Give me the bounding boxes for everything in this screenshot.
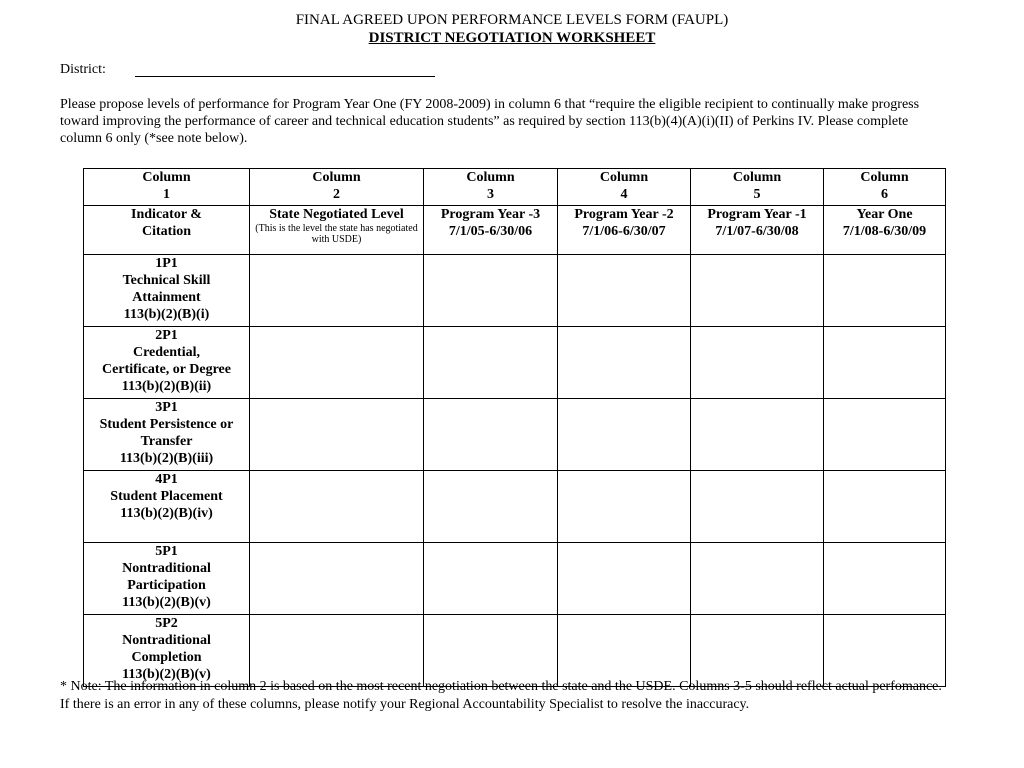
form-title: FINAL AGREED UPON PERFORMANCE LEVELS FORM (FAUPL) [295, 12, 729, 28]
value-cell-column-2 [250, 615, 424, 687]
value-cell-column-6[interactable] [824, 327, 946, 399]
indicator-cell [84, 327, 250, 399]
table-row [84, 471, 946, 543]
value-cell-column-2 [250, 255, 424, 327]
indicator-code: 5P1 [155, 544, 178, 559]
column-header-3: Column 3 [424, 169, 558, 206]
indicator-cell [84, 543, 250, 615]
value-cell-column-5 [691, 615, 824, 687]
value-cell-column-3 [424, 255, 558, 327]
value-cell-column-3 [424, 615, 558, 687]
footnote: * Note: The information in column 2 is based on the most recent negotiation between the state and the USDE. Columns 3-5 should reflect actual perfomance. If there is an error in any of these columns, please notify your Regional Accountability Specialist to resolve the inaccuracy. [60, 679, 942, 712]
indicator-name-line1: Credential, [132, 345, 200, 360]
value-cell-column-3 [424, 543, 558, 615]
indicator-code: 3P1 [155, 400, 178, 415]
column-number-row [84, 169, 946, 206]
indicator-citation: 113(b)(2)(B)(iii) [119, 451, 214, 466]
value-cell-column-6[interactable] [824, 399, 946, 471]
value-cell-column-2 [250, 471, 424, 543]
value-cell-column-2 [250, 327, 424, 399]
value-cell-column-4 [558, 399, 691, 471]
value-cell-column-5 [691, 543, 824, 615]
value-cell-column-4 [558, 615, 691, 687]
subheader-program-year-minus-2: Program Year -2 7/1/06-6/30/07 [558, 206, 691, 255]
indicator-cell [84, 615, 250, 687]
district-label: District: [60, 62, 106, 77]
indicator-code: 1P1 [155, 256, 178, 271]
indicator-citation: 113(b)(2)(B)(ii) [121, 379, 212, 394]
indicator-cell [84, 255, 250, 327]
value-cell-column-5 [691, 327, 824, 399]
subheader-state-note: (This is the level the state has negotiated with USDE) [255, 223, 418, 245]
indicator-citation: 113(b)(2)(B)(v) [122, 595, 211, 610]
subheader-program-year-minus-1: Program Year -1 7/1/07-6/30/08 [691, 206, 824, 255]
indicator-name-line2: Completion [131, 650, 202, 665]
indicator-name-line1: Student Placement [110, 489, 223, 504]
indicator-name-line2: Certificate, or Degree [102, 362, 231, 377]
subheader-state-negotiated-level: State Negotiated Level (This is the level the state has negotiated with USDE) [250, 206, 424, 255]
value-cell-column-3 [424, 471, 558, 543]
indicator-citation: 113(b)(2)(B)(v) [122, 667, 211, 682]
value-cell-column-6[interactable] [824, 615, 946, 687]
value-cell-column-6[interactable] [824, 255, 946, 327]
indicator-citation: 113(b)(2)(B)(i) [123, 307, 210, 322]
value-cell-column-4 [558, 471, 691, 543]
column-header-1: Column 1 [84, 169, 250, 206]
value-cell-column-6[interactable] [824, 471, 946, 543]
indicator-code: 4P1 [155, 472, 178, 487]
value-cell-column-5 [691, 399, 824, 471]
column-header-5: Column 5 [691, 169, 824, 206]
value-cell-column-6[interactable] [824, 543, 946, 615]
district-blank-line[interactable] [135, 76, 435, 77]
negotiation-worksheet-table [83, 168, 946, 687]
value-cell-column-3 [424, 327, 558, 399]
indicator-name-line1: Nontraditional [122, 633, 211, 648]
value-cell-column-4 [558, 255, 691, 327]
indicator-name-line1: Technical Skill [122, 273, 211, 288]
indicator-code: 2P1 [155, 328, 178, 343]
value-cell-column-2 [250, 399, 424, 471]
table-row [84, 399, 946, 471]
value-cell-column-4 [558, 327, 691, 399]
indicator-code: 5P2 [155, 616, 178, 631]
subheader-indicator-citation: Indicator & Citation [84, 206, 250, 255]
indicator-citation: 113(b)(2)(B)(iv) [120, 506, 213, 521]
value-cell-column-3 [424, 399, 558, 471]
table-row [84, 543, 946, 615]
subheader-program-year-minus-3: Program Year -3 7/1/05-6/30/06 [424, 206, 558, 255]
form-subtitle: DISTRICT NEGOTIATION WORKSHEET [368, 30, 656, 46]
district-field-row [60, 62, 106, 78]
indicator-name-line2: Attainment [132, 290, 201, 305]
value-cell-column-5 [691, 471, 824, 543]
instructions-paragraph: Please propose levels of performance for Program Year One (FY 2008-2009) in column 6 that “require the eligible recipient to continually make progress toward improving the performance of career and technical education students” as required by section 113(b)(4)(A)(i)(II) of Perkins IV. Please complete column 6 only (*see note below). [60, 97, 920, 146]
indicator-name-line2: Participation [127, 578, 206, 593]
column-title-row [84, 206, 946, 255]
value-cell-column-4 [558, 543, 691, 615]
table-row [84, 327, 946, 399]
indicator-cell [84, 399, 250, 471]
table-row [84, 615, 946, 687]
indicator-name-line1: Student Persistence or [99, 417, 234, 432]
indicator-name-line2: Transfer [140, 434, 193, 449]
table-row [84, 255, 946, 327]
column-header-4: Column 4 [558, 169, 691, 206]
indicator-cell [84, 471, 250, 543]
value-cell-column-2 [250, 543, 424, 615]
column-header-6: Column 6 [824, 169, 946, 206]
value-cell-column-5 [691, 255, 824, 327]
subheader-year-one: Year One 7/1/08-6/30/09 [824, 206, 946, 255]
indicator-name-line1: Nontraditional [122, 561, 211, 576]
column-header-2: Column 2 [250, 169, 424, 206]
